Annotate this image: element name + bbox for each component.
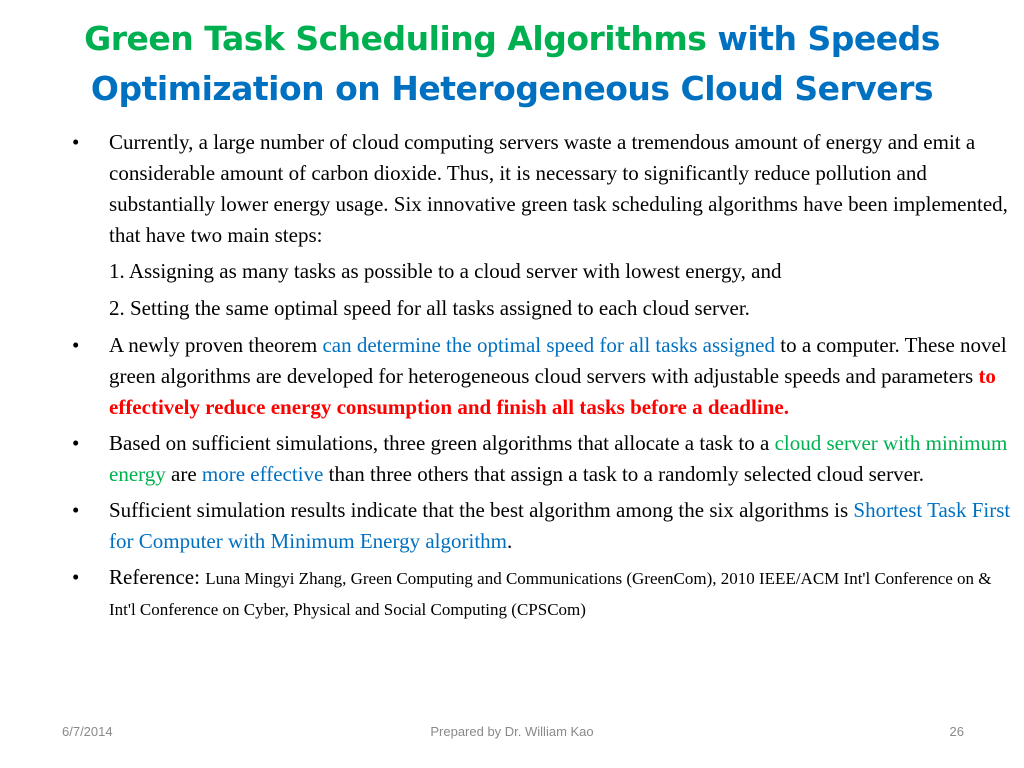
reference-label: Reference: [109, 565, 206, 589]
step-2: 2. Setting the same optimal speed for all tasks assigned to each cloud server. [109, 296, 750, 320]
bullet-1-text: Currently, a large number of cloud computing servers waste a tremendous amount of energy and emit a considerable amount of carbon dioxide. Thus, it is necessary to significantly reduce pollution and substantially lower energy usage. Six innovative green task scheduling algorithms have been implemented, that have two main steps: [109, 130, 1008, 247]
title-line-1 [0, 14, 1024, 64]
title-green-part: Green Task Scheduling Algorithms [84, 19, 707, 58]
bullet-4-highlight-blue: Shortest Task First for Computer with Minimum Energy algorithm [109, 498, 1011, 553]
bullet-3-highlight-green: cloud server with minimum energy [109, 431, 1008, 486]
bullet-2 [72, 330, 1012, 423]
bullet-reference [72, 562, 1012, 624]
title-line-2: Optimization on Heterogeneous Cloud Servers [90, 69, 934, 108]
bullet-dot: • [72, 565, 80, 589]
bullet-2-highlight-blue: can determine the optimal speed for all tasks assigned [322, 333, 775, 357]
title-blue-part: with Speeds [706, 19, 940, 58]
bullet-dot: • [72, 431, 80, 455]
footer-author: Prepared by Dr. William Kao [430, 724, 594, 739]
reference-citation: Luna Mingyi Zhang, Green Computing and Communications (GreenCom), 2010 IEEE/ACM Int'l Conference on & Int'l Conference on Cyber, Physical and Social Computing (CPSCom) [109, 569, 992, 619]
bullet-3 [72, 428, 1012, 490]
bullet-2-text-1: A newly proven theorem [109, 333, 323, 357]
bullet-3-text-2: are [165, 462, 202, 486]
footer-date: 6/7/2014 [62, 724, 113, 739]
footer-page-number: 26 [949, 724, 964, 739]
bullet-4 [72, 495, 1012, 557]
slide-title [0, 14, 1024, 114]
bullet-dot: • [72, 333, 80, 357]
bullet-dot: • [72, 130, 80, 154]
bullet-2-highlight-red: to effectively reduce energy consumption and finish all tasks before a deadline. [109, 364, 996, 419]
bullet-2-text-2: to a computer. These novel green algorithms are developed for heterogeneous cloud servers with adjustable speeds and parameters [109, 333, 1007, 388]
slide-body [72, 127, 1012, 629]
bullet-1 [72, 127, 1012, 251]
bullet-3-text-3: than three others that assign a task to a randomly selected cloud server. [323, 462, 925, 486]
bullet-dot: • [72, 498, 80, 522]
bullet-4-text-1: Sufficient simulation results indicate that the best algorithm among the six algorithms is [109, 498, 854, 522]
bullet-3-highlight-blue: more effective [201, 462, 324, 486]
bullet-3-text-1: Based on sufficient simulations, three green algorithms that allocate a task to a [109, 431, 775, 455]
bullet-4-text-2: . [507, 529, 513, 553]
step-1: 1. Assigning as many tasks as possible to a cloud server with lowest energy, and [109, 259, 782, 283]
